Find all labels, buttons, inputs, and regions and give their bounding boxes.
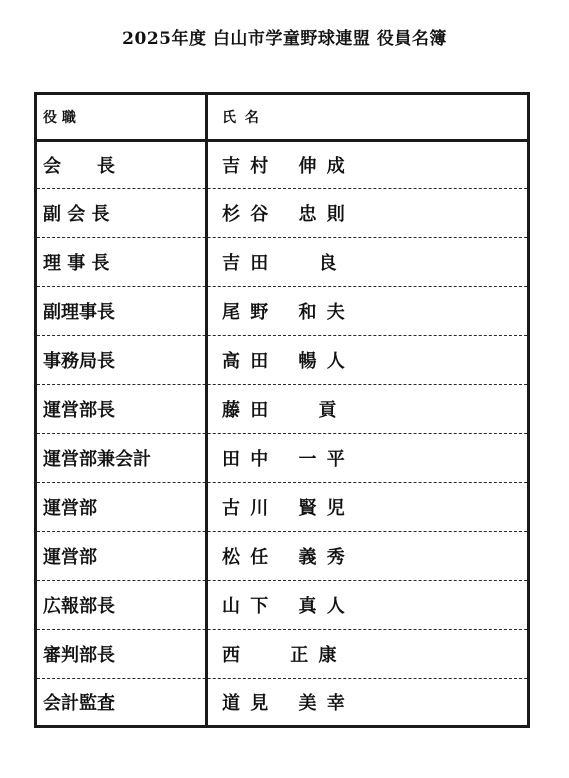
- table-row: [37, 286, 527, 335]
- header-role: 役 職: [43, 110, 76, 126]
- table-row: [37, 531, 527, 580]
- role-cell: 事務局長: [43, 351, 115, 372]
- name-cell: 田 中 一 平: [222, 449, 347, 470]
- role-cell: 運営部兼会計: [43, 449, 151, 470]
- name-cell: 西 正 康: [222, 645, 339, 666]
- table-row: [37, 629, 527, 678]
- name-cell: 吉 田 良: [222, 253, 339, 274]
- role-cell: 会計監査: [43, 693, 115, 714]
- table-header-row: [37, 95, 527, 139]
- table-row: [37, 580, 527, 629]
- officer-roster-table: [34, 92, 530, 728]
- table-row: [37, 237, 527, 286]
- name-cell: 古 川 賢 児: [222, 498, 347, 519]
- role-cell: 副 会 長: [43, 204, 110, 225]
- role-cell: 審判部長: [43, 645, 115, 666]
- role-cell: 運営部: [43, 547, 97, 568]
- role-cell: 副理事長: [43, 302, 115, 323]
- table-row: [37, 188, 527, 237]
- table-row: [37, 482, 527, 531]
- name-cell: 尾 野 和 夫: [222, 302, 347, 323]
- document-title: 2025年度 白山市学童野球連盟 役員名簿: [122, 29, 447, 49]
- table-row: [37, 384, 527, 433]
- name-cell: 山 下 真 人: [222, 596, 347, 617]
- role-cell: 運営部長: [43, 400, 115, 421]
- name-cell: 松 任 義 秀: [222, 547, 347, 568]
- name-cell: 藤 田 貢: [222, 400, 339, 421]
- table-row: [37, 678, 527, 725]
- role-cell: 運営部: [43, 498, 97, 519]
- role-cell: 会 長: [43, 156, 115, 177]
- name-cell: 杉 谷 忠 則: [222, 204, 347, 225]
- name-cell: 道 見 美 幸: [222, 693, 347, 714]
- role-cell: 理 事 長: [43, 253, 110, 274]
- table-row: [37, 433, 527, 482]
- table-row: [37, 139, 527, 188]
- table-row: [37, 335, 527, 384]
- name-cell: 高 田 暢 人: [222, 351, 347, 372]
- header-name: 氏 名: [222, 110, 261, 126]
- name-cell: 吉 村 伸 成: [222, 156, 347, 177]
- role-cell: 広報部長: [43, 596, 115, 617]
